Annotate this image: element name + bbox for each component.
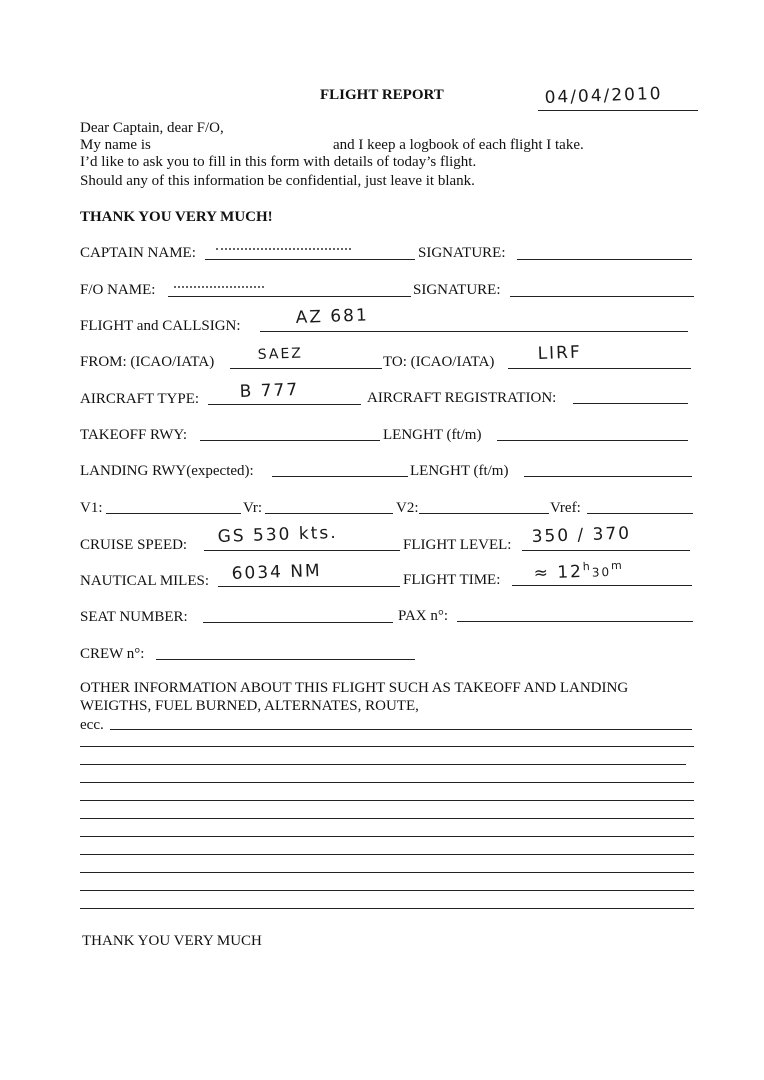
captain-name-field[interactable] xyxy=(205,259,415,260)
vr-label: Vr: xyxy=(243,500,263,516)
fo-signature-label: SIGNATURE: xyxy=(413,282,501,298)
takeoff-length-label: LENGHT (ft/m) xyxy=(383,427,482,443)
from-value: SAEZ xyxy=(257,345,304,363)
landing-length-label: LENGHT (ft/m) xyxy=(410,463,509,479)
other-info-field-2[interactable] xyxy=(80,746,694,747)
captain-signature-field[interactable] xyxy=(517,259,692,260)
fo-name-label: F/O NAME: xyxy=(80,282,156,298)
other-info-field-6[interactable] xyxy=(80,818,694,819)
landing-rwy-field[interactable] xyxy=(272,476,408,477)
aircraft-type-label: AIRCRAFT TYPE: xyxy=(80,391,200,407)
nautical-miles-field[interactable] xyxy=(218,586,400,587)
v1-field[interactable] xyxy=(106,513,241,514)
v1-label: V1: xyxy=(80,500,103,516)
handwritten-date: 04/04/2010 xyxy=(544,83,663,108)
other-info-line-2: WEIGTHS, FUEL BURNED, ALTERNATES, ROUTE, xyxy=(80,698,419,714)
flight-level-field[interactable] xyxy=(522,550,690,551)
flight-level-value: 350 / 370 xyxy=(531,523,632,547)
crew-label: CREW n°: xyxy=(80,646,145,662)
other-info-field-7[interactable] xyxy=(80,836,694,837)
vref-label: Vref: xyxy=(550,500,581,516)
cruise-speed-field[interactable] xyxy=(204,550,400,551)
vref-field[interactable] xyxy=(587,513,693,514)
to-field[interactable] xyxy=(508,368,691,369)
from-label: FROM: (ICAO/IATA) xyxy=(80,354,215,370)
seat-number-field[interactable] xyxy=(203,622,393,623)
intro-line-3: I’d like to ask you to fill in this form with details of today’s flight. xyxy=(80,154,477,170)
seat-number-label: SEAT NUMBER: xyxy=(80,609,188,625)
other-info-field-10[interactable] xyxy=(80,890,694,891)
takeoff-rwy-label: TAKEOFF RWY: xyxy=(80,427,188,443)
other-info-field-1[interactable] xyxy=(110,729,692,730)
fo-name-field[interactable] xyxy=(168,296,411,297)
to-label: TO: (ICAO/IATA) xyxy=(383,354,495,370)
flight-level-label: FLIGHT LEVEL: xyxy=(403,537,512,553)
flight-callsign-field[interactable] xyxy=(260,331,688,332)
intro-line-2a: My name is xyxy=(80,137,151,153)
cruise-speed-value: GS 530 kts. xyxy=(217,522,338,547)
landing-length-field[interactable] xyxy=(524,476,692,477)
fo-signature-field[interactable] xyxy=(510,296,694,297)
other-info-field-8[interactable] xyxy=(80,854,694,855)
flight-time-m-mark: m xyxy=(610,558,624,573)
flight-callsign-value: AZ 681 xyxy=(295,305,370,328)
flight-time-field[interactable] xyxy=(512,585,692,586)
intro-line-2b: and I keep a logbook of each flight I take. xyxy=(333,137,584,153)
takeoff-length-field[interactable] xyxy=(497,440,688,441)
fo-name-redacted xyxy=(174,286,264,288)
aircraft-registration-field[interactable] xyxy=(573,403,688,404)
flight-time-value xyxy=(533,559,624,584)
flight-time-label: FLIGHT TIME: xyxy=(403,572,501,588)
flight-time-h-mark: h xyxy=(582,559,592,574)
vr-field[interactable] xyxy=(265,513,393,514)
other-info-field-9[interactable] xyxy=(80,872,694,873)
other-info-field-11[interactable] xyxy=(80,908,694,909)
aircraft-registration-label: AIRCRAFT REGISTRATION: xyxy=(367,390,557,406)
intro-line-1: Dear Captain, dear F/O, xyxy=(80,120,224,136)
nautical-miles-label: NAUTICAL MILES: xyxy=(80,573,210,589)
v2-field[interactable] xyxy=(419,513,549,514)
flight-callsign-label: FLIGHT and CALLSIGN: xyxy=(80,318,241,334)
from-field[interactable] xyxy=(230,368,382,369)
date-underline xyxy=(538,110,698,111)
captain-name-label: CAPTAIN NAME: xyxy=(80,245,196,261)
intro-line-4: Should any of this information be confidential, just leave it blank. xyxy=(80,173,475,189)
captain-signature-label: SIGNATURE: xyxy=(418,245,506,261)
form-title: FLIGHT REPORT xyxy=(320,87,444,103)
thanks-heading: THANK YOU VERY MUCH! xyxy=(80,209,273,225)
takeoff-rwy-field[interactable] xyxy=(200,440,380,441)
other-info-line-3: ecc. xyxy=(80,717,104,733)
cruise-speed-label: CRUISE SPEED: xyxy=(80,537,188,553)
other-info-field-4[interactable] xyxy=(80,782,694,783)
v2-label: V2: xyxy=(396,500,419,516)
landing-rwy-label: LANDING RWY(expected): xyxy=(80,463,254,479)
other-info-line-1: OTHER INFORMATION ABOUT THIS FLIGHT SUCH AS TAKEOFF AND LANDING xyxy=(80,680,629,696)
pax-label: PAX n°: xyxy=(398,608,449,624)
flight-time-minutes: 30 xyxy=(591,564,612,580)
closing-thanks: THANK YOU VERY MUCH xyxy=(82,933,262,949)
pax-field[interactable] xyxy=(457,621,693,622)
nautical-miles-value: 6034 NM xyxy=(231,560,323,584)
crew-field[interactable] xyxy=(156,659,415,660)
to-value: LIRF xyxy=(537,342,583,364)
other-info-field-3[interactable] xyxy=(80,764,686,765)
aircraft-type-value: B 777 xyxy=(239,379,300,402)
flight-time-hours: ≈ 12 xyxy=(533,561,584,584)
aircraft-type-field[interactable] xyxy=(208,404,361,405)
captain-name-redacted xyxy=(216,248,351,250)
other-info-field-5[interactable] xyxy=(80,800,694,801)
